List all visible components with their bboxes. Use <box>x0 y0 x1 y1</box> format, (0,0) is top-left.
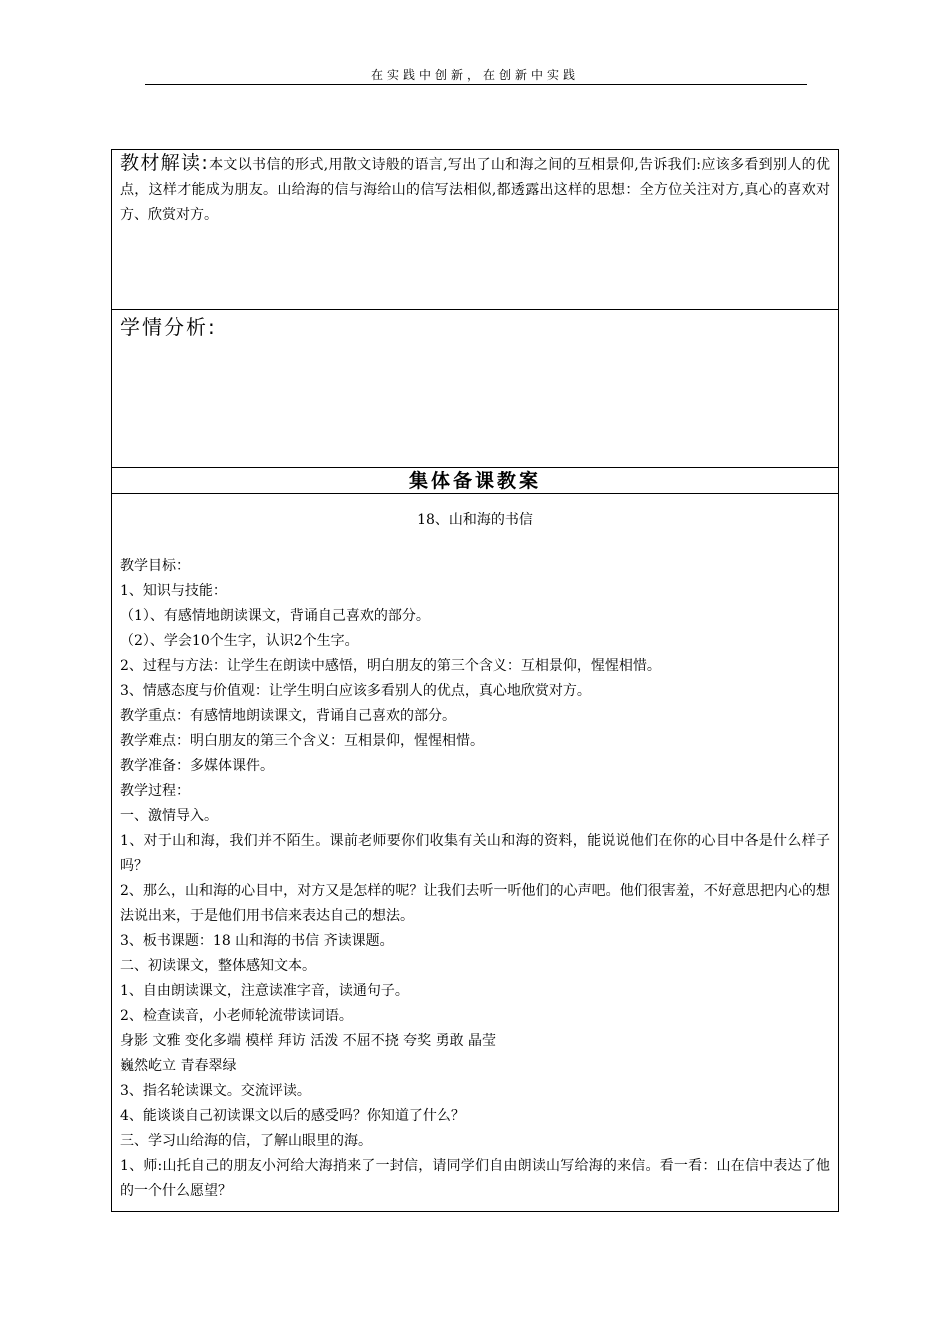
lesson-plan-table <box>111 149 839 1212</box>
material-analysis-paragraph <box>120 151 830 228</box>
material-analysis-cell <box>112 150 838 310</box>
plan-line: 3、板书课题：18 山和海的书信 齐读课题。 <box>120 933 394 949</box>
lesson-plan-body <box>120 554 830 1204</box>
plan-line: 教学准备：多媒体课件。 <box>120 758 274 774</box>
lesson-plan-cell <box>112 494 838 1211</box>
plan-line: 1、自由朗读课文，注意读准字音，读通句子。 <box>120 983 409 999</box>
plan-line: 1、对于山和海，我们并不陌生。课前老师要你们收集有关山和海的资料，能说说他们在你的心目中各是什么样子吗？ <box>120 833 830 874</box>
plan-line: （2）、学会10个生字，认识2个生字。 <box>120 633 359 649</box>
collective-plan-title: 集体备课教案 <box>408 470 541 492</box>
plan-line: 三、学习山给海的信，了解山眼里的海。 <box>120 1133 372 1149</box>
student-analysis-label: 学情分析: <box>120 315 217 339</box>
plan-line: 教学目标： <box>120 558 190 574</box>
plan-line: 教学难点：明白朋友的第三个含义：互相景仰，惺惺相惜。 <box>120 733 484 749</box>
plan-line: 二、初读课文，整体感知文本。 <box>120 958 316 974</box>
plan-line: 巍然屹立 青春翠绿 <box>120 1058 237 1074</box>
plan-line: 2、过程与方法：让学生在朗读中感悟，明白朋友的第三个含义：互相景仰，惺惺相惜。 <box>120 658 661 674</box>
header-divider <box>145 84 807 85</box>
plan-line: 身影 文雅 变化多端 模样 拜访 活泼 不屈不挠 夸奖 勇敢 晶莹 <box>120 1033 497 1049</box>
plan-line: 4、能谈谈自己初读课文以后的感受吗？你知道了什么？ <box>120 1108 465 1124</box>
plan-line: 教学重点：有感情地朗读课文，背诵自己喜欢的部分。 <box>120 708 456 724</box>
material-analysis-label: 教材解读: <box>120 152 209 174</box>
material-analysis-text: 本文以书信的形式,用散文诗般的语言,写出了山和海之间的互相景仰,告诉我们:应该多看到别人的优点，这样才能成为朋友。山给海的信与海给山的信写法相似,都透露出这样的思想：全方位关注对方,真心的喜欢对方、欣赏对方。 <box>120 157 830 223</box>
plan-line: 2、那么，山和海的心目中，对方又是怎样的呢？让我们去听一听他们的心声吧。他们很害羞，不好意思把内心的想法说出来，于是他们用书信来表达自己的想法。 <box>120 883 830 924</box>
plan-line: 3、指名轮读课文。交流评读。 <box>120 1083 311 1099</box>
page-header-motto: 在实践中创新，在创新中实践 <box>370 68 579 82</box>
plan-line: 3、情感态度与价值观：让学生明白应该多看别人的优点，真心地欣赏对方。 <box>120 683 591 699</box>
plan-line: 教学过程： <box>120 783 190 799</box>
plan-line: 一、激情导入。 <box>120 808 218 824</box>
banner-cell <box>112 468 838 494</box>
plan-line: 2、检查读音，小老师轮流带读词语。 <box>120 1008 353 1024</box>
student-analysis-cell <box>112 310 838 468</box>
plan-line: 1、知识与技能： <box>120 583 227 599</box>
lesson-title: 18、山和海的书信 <box>417 512 533 528</box>
plan-line: （1）、有感情地朗读课文，背诵自己喜欢的部分。 <box>120 608 430 624</box>
plan-line: 1、师:山托自己的朋友小河给大海捎来了一封信，请同学们自由朗读山写给海的来信。看一看：山在信中表达了他的一个什么愿望？ <box>120 1158 830 1199</box>
